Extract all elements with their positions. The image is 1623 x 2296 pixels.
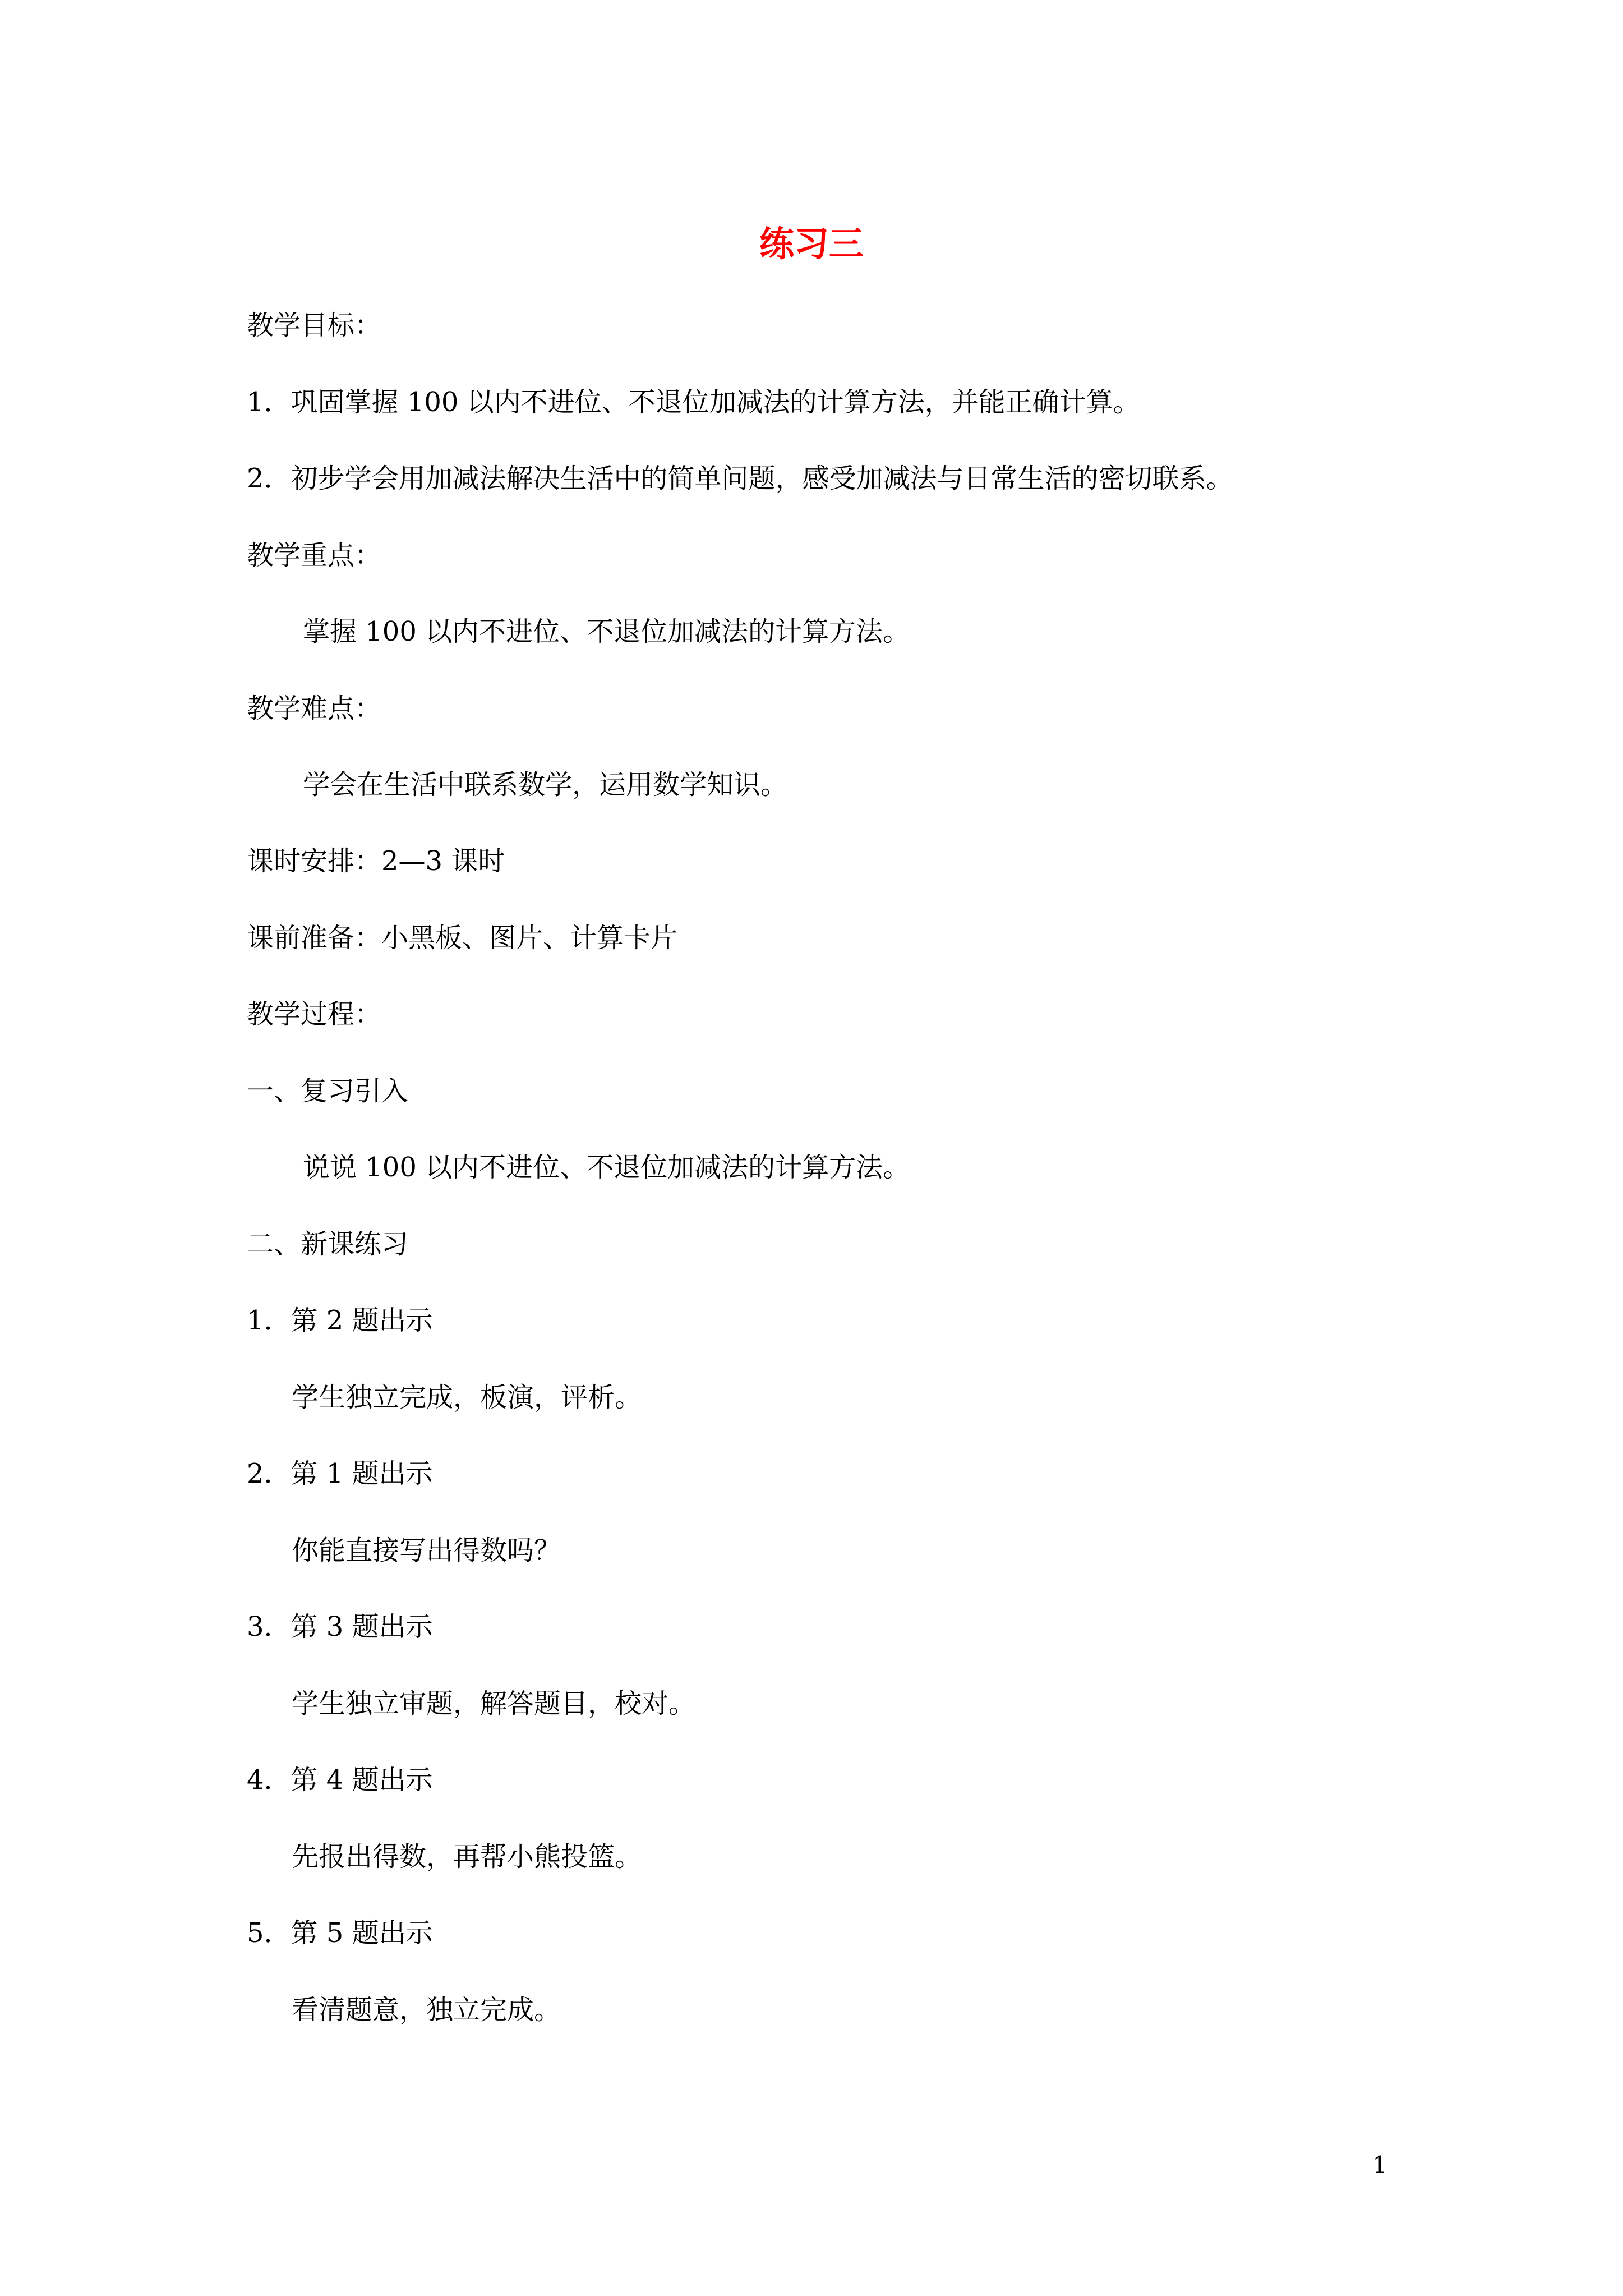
step-5-text: 看清题意，独立完成。 bbox=[292, 1994, 561, 2026]
step-5-heading: 5．第 5 题出示 bbox=[247, 1917, 433, 1949]
schedule-line: 课时安排：2—3 课时 bbox=[247, 845, 505, 877]
difficulty-text: 学会在生活中联系数学，运用数学知识。 bbox=[303, 769, 788, 800]
process-heading: 教学过程： bbox=[247, 999, 382, 1030]
step-2-heading: 2．第 1 题出示 bbox=[247, 1458, 433, 1489]
step-1-heading: 1．第 2 题出示 bbox=[247, 1305, 433, 1336]
page-number: 1 bbox=[1372, 2151, 1387, 2179]
document-title: 练习三 bbox=[759, 223, 864, 264]
step-1-text: 学生独立完成，板演，评析。 bbox=[292, 1382, 642, 1413]
step-3-text: 学生独立审题，解答题目，校对。 bbox=[292, 1688, 696, 1719]
step-4-text: 先报出得数，再帮小熊投篮。 bbox=[292, 1841, 642, 1872]
step-2-text: 你能直接写出得数吗？ bbox=[292, 1535, 561, 1566]
step-4-heading: 4．第 4 题出示 bbox=[247, 1764, 433, 1796]
preparation-line: 课前准备：小黑板、图片、计算卡片 bbox=[247, 922, 678, 954]
objective-2: 2．初步学会用加减法解决生活中的简单问题，感受加减法与日常生活的密切联系。 bbox=[247, 463, 1233, 494]
key-points-heading: 教学重点： bbox=[247, 540, 382, 571]
objectives-heading: 教学目标： bbox=[247, 310, 382, 341]
section-1-heading: 一、复习引入 bbox=[247, 1075, 409, 1107]
difficulty-heading: 教学难点： bbox=[247, 693, 382, 724]
objective-1: 1．巩固掌握 100 以内不进位、不退位加减法的计算方法，并能正确计算。 bbox=[247, 386, 1140, 418]
section-2-heading: 二、新课练习 bbox=[247, 1228, 409, 1260]
step-3-heading: 3．第 3 题出示 bbox=[247, 1611, 433, 1642]
section-1-text: 说说 100 以内不进位、不退位加减法的计算方法。 bbox=[303, 1152, 910, 1183]
key-point-text: 掌握 100 以内不进位、不退位加减法的计算方法。 bbox=[303, 616, 910, 647]
